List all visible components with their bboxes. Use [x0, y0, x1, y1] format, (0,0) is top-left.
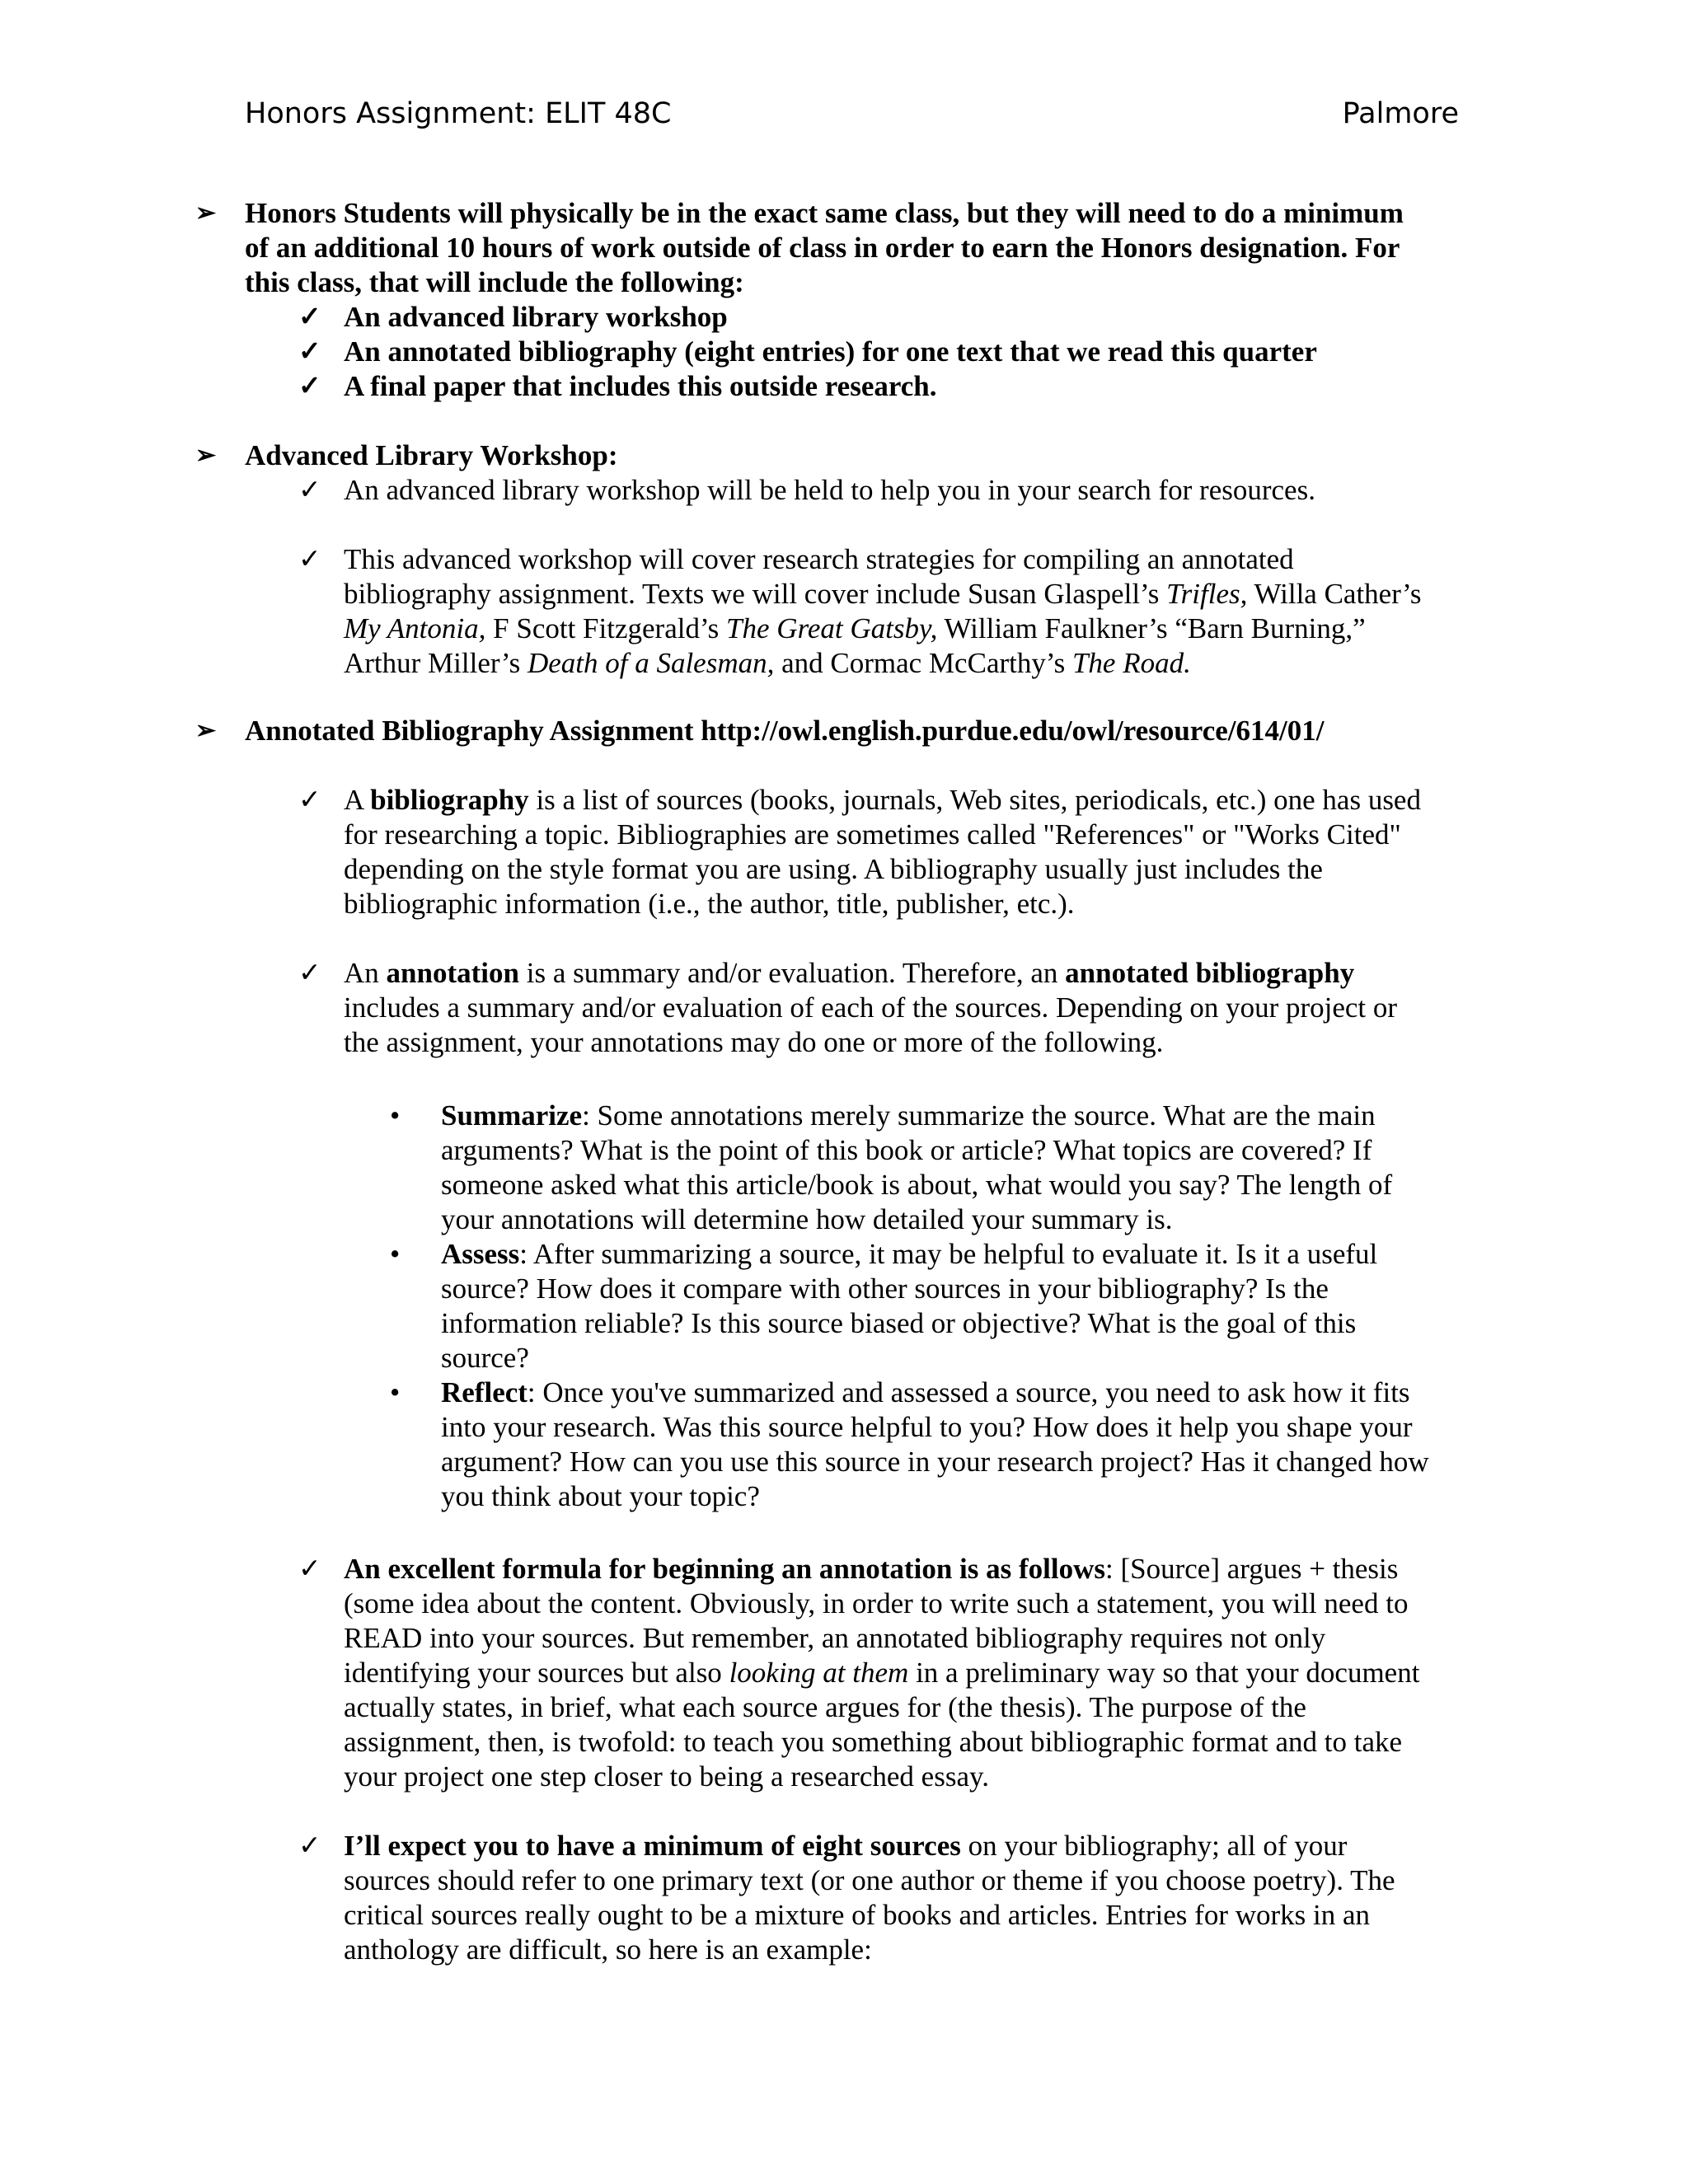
checkmark-icon: ✓: [298, 1831, 321, 1861]
header-title: Honors Assignment: ELIT 48C: [245, 97, 672, 130]
minimum-sources-requirement: ✓ I’ll expect you to have a minimum of eight sources on your bibliography; all of your sources should refer to one primary text (or one author or theme if you choose poetry). The critical sources really ought to be a mixture of books and articles. Entries for works in an anthology are difficult, so here is an example:: [298, 1830, 1395, 1966]
bullet-icon: •: [390, 1238, 401, 1270]
arrow-bullet-icon: ➢: [195, 199, 217, 227]
list-item-reflect: • Reflect: Once you've summarized and assessed a source, you need to ask how it fits into your research. Was this source helpful to you? How does it help you shape your argument? How can you use this source in your research project? Has it changed how you think about your topic?: [390, 1376, 1429, 1512]
requirement-item: ✓ An annotated bibliography (eight entries) for one text that we read this quarter: [298, 335, 1317, 368]
bibliography-definition: ✓ A bibliography is a list of sources (books, journals, Web sites, periodicals, etc.) one has used for researching a topic. Bibliographies are sometimes called "References" or "Works Cited" depending on the style format you are using. A bibliography usually just includes the bibliographic information (i.e., the author, title, publisher, etc.).: [298, 784, 1421, 920]
requirement-item: ✓ A final paper that includes this outside research.: [298, 370, 937, 402]
checkmark-icon: ✓: [298, 372, 321, 401]
checkmark-icon: ✓: [298, 545, 321, 574]
annotation-definition: ✓ An annotation is a summary and/or evaluation. Therefore, an annotated bibliography includes a summary and/or evaluation of each of the sources. Depending on your project or the assignment, your annotations may do one or more of the following.: [298, 957, 1398, 1058]
checkmark-icon: ✓: [298, 958, 321, 988]
workshop-item: ✓ An advanced library workshop will be held to help you in your search for resources.: [298, 474, 1315, 506]
checkmark-icon: ✓: [298, 476, 321, 505]
section-heading-annotated-bibliography: ➢ Annotated Bibliography Assignment http://owl.english.purdue.edu/owl/resource/614/01/: [195, 715, 1325, 747]
workshop-texts-item: ✓ This advanced workshop will cover research strategies for compiling an annotated bibliography assignment. Texts we will cover include Susan Glaspell’s Trifles, Willa Cather’s My Antonia, F Scott Fitzgerald’s The Great Gatsby, William Faulkner’s “Barn Burning,” Arthur Miller’s Death of a Salesman, and Cormac McCarthy’s The Road.: [298, 543, 1422, 679]
page-header: [245, 97, 1459, 130]
header-author: Palmore: [1342, 97, 1459, 130]
requirement-item: ✓ An advanced library workshop: [298, 301, 728, 333]
arrow-bullet-icon: ➢: [195, 442, 217, 469]
checkmark-icon: ✓: [298, 1554, 321, 1584]
arrow-bullet-icon: ➢: [195, 717, 217, 744]
annotation-formula: ✓ An excellent formula for beginning an annotation is as follows: [Source] argues + thesis (some idea about the content. Obviously, in order to write such a statement, you will need to READ into your sources. But remember, an annotated bibliography requires not only identifying your sources but also looking at them in a preliminary way so that your document actually states, in brief, what each source argues for (the thesis). The purpose of the assignment, then, is twofold: to teach you something about bibliographic format and to take your project one step closer to being a researched essay.: [298, 1553, 1420, 1793]
honors-intro: ➢ Honors Students will physically be in the exact same class, but they will need to do a minimum of an additional 10 hours of work outside of class in order to earn the Honors designation. For this class, that will include the following:: [195, 197, 1404, 298]
bullet-icon: •: [390, 1376, 401, 1408]
checkmark-icon: ✓: [298, 302, 321, 332]
bullet-icon: •: [390, 1099, 401, 1132]
checkmark-icon: ✓: [298, 785, 321, 815]
list-item-summarize: • Summarize: Some annotations merely summarize the source. What are the main arguments? What is the point of this book or article? What topics are covered? If someone asked what this article/book is about, what would you say? The length of your annotations will determine how detailed your summary is.: [390, 1099, 1393, 1235]
checkmark-icon: ✓: [298, 337, 321, 367]
section-heading-library-workshop: ➢ Advanced Library Workshop:: [195, 439, 618, 471]
list-item-assess: • Assess: After summarizing a source, it may be helpful to evaluate it. Is it a useful source? How does it compare with other sources in your bibliography? Is the information reliable? Is this source biased or objective? What is the goal of this source?: [390, 1238, 1378, 1374]
